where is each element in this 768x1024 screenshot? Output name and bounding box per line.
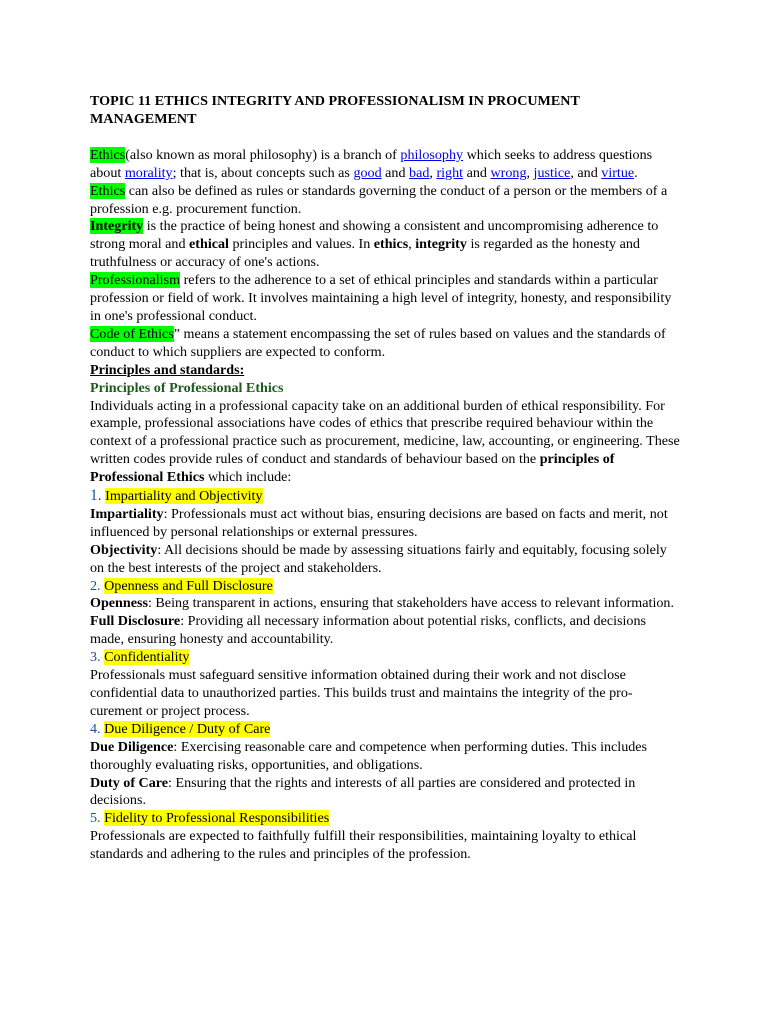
paragraph-integrity xyxy=(90,218,680,272)
section-heading-2 xyxy=(90,578,680,596)
highlighted-term: Ethics xyxy=(90,182,126,199)
body-text: : Ensuring that the rights and interests of all parties are considered and protected in decisions. xyxy=(90,774,636,809)
highlighted-term: Integrity xyxy=(90,218,144,235)
link-good[interactable]: good xyxy=(353,164,382,181)
highlighted-term: Professionalism xyxy=(90,272,181,289)
bold-text: integrity xyxy=(415,236,467,253)
paragraph-fidelity: Professionals are expected to faithfully fulfill their responsibilities, maintaining loyalty to ethical standards and adhering to the rules and principles of the profession. xyxy=(90,828,637,863)
paragraph-objectivity xyxy=(90,542,680,578)
body-text: , xyxy=(408,236,416,253)
link-wrong[interactable]: wrong xyxy=(490,164,527,181)
body-text: : All decisions should be made by assessing situations fairly and equitably, focusing solely on the best interests of the project and stakeholders. xyxy=(90,541,667,576)
body-text: : Professionals must act without bias, ensuring decisions are based on facts and merit, not influenced by personal relationships or external pressures. xyxy=(90,505,668,540)
document-title: TOPIC 11 ETHICS INTEGRITY AND PROFESSIONALISM IN PROCUMENT MANAGEMENT xyxy=(90,93,580,127)
heading-principles-standards: Principles and standards: xyxy=(90,361,245,378)
body-text: (also known as moral philosophy) is a branch of xyxy=(125,146,401,163)
paragraph-due-diligence xyxy=(90,739,680,775)
bold-term: Due Diligence xyxy=(90,738,174,755)
paragraph-confidentiality: Professionals must safeguard sensitive information obtained during their work and not disclose confidential data to unauthorized parties. This builds trust and maintains the integrity of the procurement or project process. xyxy=(90,667,633,719)
body-text: : Exercising reasonable care and competence when performing duties. This includes thoroughly evaluating risks, opportunities, and obligations. xyxy=(90,738,648,773)
paragraph-professionalism xyxy=(90,272,680,326)
bold-text: ethical xyxy=(189,236,229,253)
body-text: , xyxy=(429,164,437,181)
section-heading-1 xyxy=(90,487,680,506)
document-body xyxy=(90,93,680,864)
bold-text: principles of Professional Ethics xyxy=(90,451,615,486)
paragraph-code-of-ethics xyxy=(90,326,680,362)
body-text: refers to the adherence to a set of ethical principles and standards within a particular profession or field of work. It involves maintaining a high level of integrity, honesty, and responsibility in one's professional conduct. xyxy=(90,272,672,324)
highlighted-term: Ethics xyxy=(90,146,126,163)
section-title: Confidentiality xyxy=(104,649,190,666)
list-number: 4. xyxy=(90,720,101,737)
section-title: Fidelity to Professional Responsibilities xyxy=(104,810,330,827)
bold-term: Full Disclosure xyxy=(90,613,181,630)
body-text: , and xyxy=(570,164,602,181)
list-number: 2. xyxy=(90,577,101,594)
body-text: which seeks to address questions about xyxy=(90,146,653,181)
heading-professional-ethics: Principles of Professional Ethics xyxy=(90,379,284,396)
body-text: , xyxy=(526,164,534,181)
bold-term: Objectivity xyxy=(90,541,158,558)
highlighted-term: Code of Ethics xyxy=(90,325,174,342)
body-text: . xyxy=(634,164,638,181)
section-heading-5 xyxy=(90,810,680,828)
body-text: : Providing all necessary information about potential risks, conflicts, and decisions made, ensuring honesty and accountability. xyxy=(90,613,646,648)
link-bad[interactable]: bad xyxy=(409,164,430,181)
body-text: Individuals acting in a professional capacity take on an additional burden of ethical responsibility. For example, professional associations have codes of ethics that prescribe required behaviour within the context of a professional practice such as procurement, medicine, law, accounting, or engineering. These written codes provide rules of conduct and standards of behaviour based on the xyxy=(90,397,680,468)
body-text: which include: xyxy=(204,469,292,486)
section-heading-3 xyxy=(90,649,680,667)
body-text: is the practice of being honest and showing a consistent and uncompromising adherence to strong moral and xyxy=(90,218,659,253)
paragraph-professional-ethics-intro xyxy=(90,398,680,488)
link-philosophy[interactable]: philosophy xyxy=(400,146,464,163)
paragraph-impartiality xyxy=(90,506,680,542)
section-title: Openness and Full Disclosure xyxy=(104,577,273,594)
bold-text: ethics xyxy=(373,236,409,253)
paragraph-ethics-rules xyxy=(90,183,680,219)
body-text: : Being transparent in actions, ensuring that stakeholders have access to relevant information. xyxy=(147,595,674,612)
paragraph-full-disclosure xyxy=(90,613,680,649)
section-heading-4 xyxy=(90,721,680,739)
body-text: can also be defined as rules or standards governing the conduct of a person or the members of a profession e.g. procurement function. xyxy=(90,182,668,217)
link-justice[interactable]: justice xyxy=(533,164,571,181)
bold-term: Openness xyxy=(90,595,148,612)
body-text: and xyxy=(381,164,410,181)
paragraph-ethics-definition xyxy=(90,147,680,183)
link-right[interactable]: right xyxy=(436,164,464,181)
link-virtue[interactable]: virtue xyxy=(601,164,635,181)
list-number: 1. xyxy=(90,487,102,505)
section-title: Impartiality and Objectivity xyxy=(105,488,263,505)
list-number: 3. xyxy=(90,649,101,666)
body-text: ” means a statement encompassing the set of rules based on values and the standards of conduct to which suppliers are expected to conform. xyxy=(90,325,666,360)
body-text: principles and values. In xyxy=(228,236,374,253)
paragraph-duty-of-care xyxy=(90,775,680,811)
bold-term: Duty of Care xyxy=(90,774,169,791)
body-text: is regarded as the honesty and truthfulness or accuracy of one's actions. xyxy=(90,236,640,271)
link-morality[interactable]: morality xyxy=(124,164,173,181)
bold-term: Impartiality xyxy=(90,505,164,522)
body-text: ; that is, about concepts such as xyxy=(172,164,354,181)
section-title: Due Diligence / Duty of Care xyxy=(104,720,271,737)
list-number: 5. xyxy=(90,810,101,827)
paragraph-openness xyxy=(90,595,680,613)
body-text: and xyxy=(463,164,491,181)
